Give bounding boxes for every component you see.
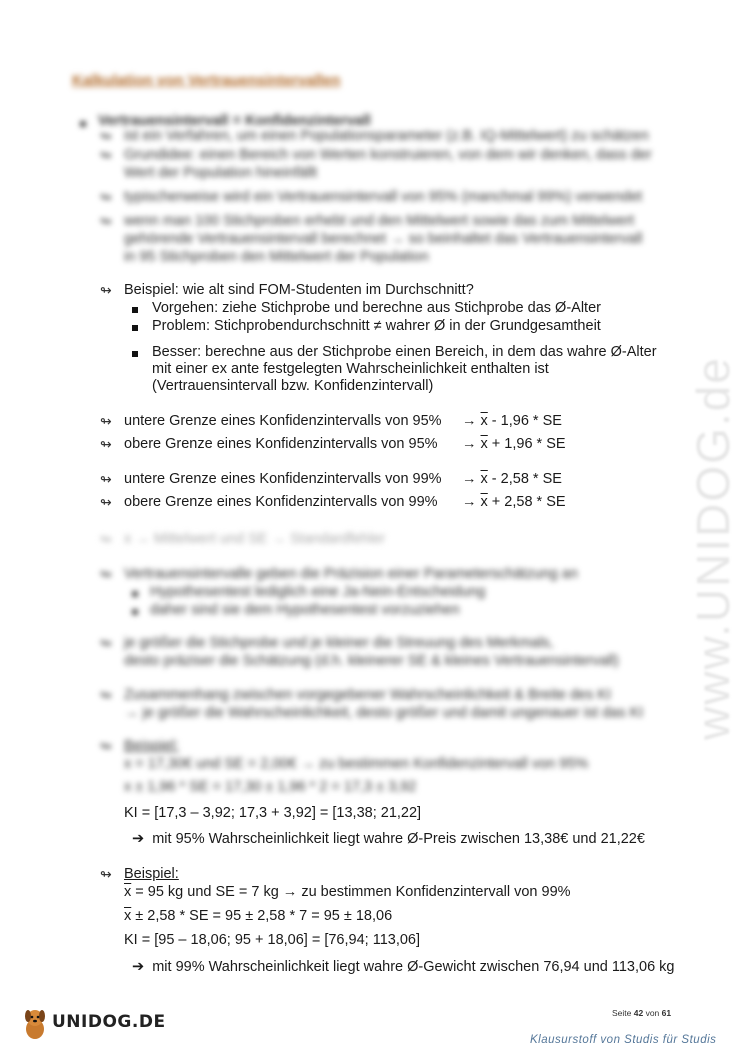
blurred-line: daher sind sie dem Hypothesentest vorzuziehen	[150, 602, 460, 618]
hand-arrow-icon: ↬	[100, 566, 112, 582]
right-arrow-icon: →	[462, 413, 477, 429]
bound-formula: → $\overline{x} + 2,58$ * SE	[462, 494, 566, 510]
bullet-dot	[132, 591, 138, 597]
hand-arrow-icon: ↬	[100, 413, 112, 429]
right-arrow-icon: ➔	[132, 831, 145, 847]
bound-formula: → $\overline{x} - 1,96$ * SE	[462, 413, 562, 429]
example-item-cont: mit einer ex ante festgelegten Wahrscheinlichkeit enthalten ist	[152, 361, 549, 377]
hand-arrow-icon: ↬	[100, 635, 112, 651]
blurred-line: Beispiel:	[124, 738, 179, 754]
footer-slogan: Klausurstoff von Studis für Studis	[530, 1034, 717, 1046]
hand-arrow-icon: ↬	[100, 436, 112, 452]
example-item: Problem: Stichprobendurchschnitt ≠ wahrer Ø in der Grundgesamtheit	[152, 318, 601, 334]
bound-text: untere Grenze eines Konfidenzintervalls von 95%	[124, 413, 442, 429]
hand-arrow-icon: ↬	[100, 687, 112, 703]
hand-arrow-icon: ↬	[100, 531, 112, 547]
ki-result: KI = [17,3 – 3,92; 17,3 + 3,92] = [13,38; 21,22]	[124, 805, 422, 821]
bound-text: obere Grenze eines Konfidenzintervalls von 99%	[124, 494, 438, 510]
example-label: Beispiel:	[124, 866, 179, 882]
hand-arrow-icon: ↬	[100, 147, 112, 163]
blurred-line: Vertrauensintervalle geben die Präzision einer Parameterschätzung an	[124, 566, 578, 582]
blurred-line: wenn man 100 Stichproben erhebt und den Mittelwert sowie das zum Mittelwert	[124, 213, 635, 229]
blurred-line: x ± 1,96 * SE = 17,30 ± 1,96 * 2 = 17,3 ± 3,92	[124, 779, 417, 795]
blurred-line: x → Mittelwert und SE → Standardfehler	[124, 531, 386, 547]
right-arrow-icon: →	[462, 436, 477, 452]
square-bullet	[132, 307, 138, 313]
example-line: $\overline{x} \pm 2,58$ * SE = 95 ± 2,58 * 7 = 95 ± 18,06	[124, 908, 393, 924]
hand-arrow-icon: ↬	[100, 213, 112, 229]
hand-arrow-icon: ↬	[100, 866, 112, 882]
example-line: $\overline{x} = 95$ kg und SE = 7 kg → zu bestimmen Konfidenzintervall von 99%	[124, 884, 571, 900]
blurred-line: x = 17,30€ und SE = 2,00€ → zu bestimmen Konfidenzintervall von 95%	[124, 756, 589, 772]
example-item: Besser: berechne aus der Stichprobe einen Bereich, in dem das wahre Ø-Alter	[152, 344, 657, 360]
hand-arrow-icon: ↬	[100, 189, 112, 205]
right-arrow-icon: →	[462, 494, 477, 510]
blurred-line: Zusammenhang zwischen vorgegebener Wahrscheinlichkeit & Breite des KI	[124, 687, 612, 703]
right-arrow-icon: ➔	[132, 959, 145, 975]
right-arrow-icon: →	[462, 471, 477, 487]
bullet-dot	[132, 609, 138, 615]
main-bullet: Vertrauensintervall = Konfidenzintervall	[98, 113, 371, 129]
bound-formula: → $\overline{x} - 2,58$ * SE	[462, 471, 562, 487]
hand-arrow-icon: ↬	[100, 738, 112, 754]
page-number: Seite 42 von 61	[612, 1008, 672, 1018]
blurred-line: → je größer die Wahrscheinlichkeit, desto größer und damit ungenauer ist das KI	[124, 705, 644, 721]
square-bullet	[132, 325, 138, 331]
blurred-line: ist ein Verfahren, um einen Populationsparameter (z.B. IQ-Mittelwert) zu schätzen	[124, 128, 649, 144]
blurred-line: typischerweise wird ein Vertrauensintervall von 95% (manchmal 99%) verwendet	[124, 189, 643, 205]
blurred-line: je größer die Stichprobe und je kleiner die Streuung des Merkmals,	[124, 635, 554, 651]
ki-result: KI = [95 – 18,06; 95 + 18,06] = [76,94; 113,06]	[124, 932, 421, 948]
logo-text: UNIDOG.DE	[52, 1012, 166, 1032]
square-bullet	[132, 351, 138, 357]
conclusion: ➔ mit 99% Wahrscheinlichkeit liegt wahre Ø-Gewicht zwischen 76,94 und 113,06 kg	[132, 959, 675, 975]
hand-arrow-icon: ↬	[100, 494, 112, 510]
example-question: Beispiel: wie alt sind FOM-Studenten im Durchschnitt?	[124, 282, 474, 298]
page-title: Kalkulation von Vertrauensintervallen	[72, 72, 341, 89]
example-item: Vorgehen: ziehe Stichprobe und berechne aus Stichprobe das Ø-Alter	[152, 300, 601, 316]
blurred-line: desto präziser die Schätzung (d.h. kleinerer SE & kleines Vertrauensintervall)	[124, 653, 619, 669]
blurred-line: Hypothesentest lediglich eine Ja-Nein-Entscheidung	[150, 584, 486, 600]
blurred-line: gehörende Vertrauensintervall berechnet → so beinhaltet das Vertrauensintervall	[124, 231, 643, 247]
blurred-line: Wert der Population hineinfällt	[124, 165, 318, 181]
conclusion: ➔ mit 95% Wahrscheinlichkeit liegt wahre Ø-Preis zwischen 13,38€ und 21,22€	[132, 831, 645, 847]
bullet-dot	[80, 121, 86, 127]
blurred-line: Grundidee: einen Bereich von Werten konstruieren, von dem wir denken, dass der	[124, 147, 652, 163]
example-item-cont: (Vertrauensintervall bzw. Konfidenzintervall)	[152, 378, 434, 394]
bound-formula: → $\overline{x} + 1,96$ * SE	[462, 436, 566, 452]
hand-arrow-icon: ↬	[100, 128, 112, 144]
bound-text: untere Grenze eines Konfidenzintervalls von 99%	[124, 471, 442, 487]
watermark: www.UNIDOG.de	[687, 356, 739, 740]
bound-text: obere Grenze eines Konfidenzintervalls von 95%	[124, 436, 438, 452]
dog-logo-icon	[20, 1005, 50, 1043]
hand-arrow-icon: ↬	[100, 471, 112, 487]
hand-arrow-icon: ↬	[100, 282, 112, 298]
blurred-line: in 95 Stichproben den Mittelwert der Population	[124, 249, 429, 265]
